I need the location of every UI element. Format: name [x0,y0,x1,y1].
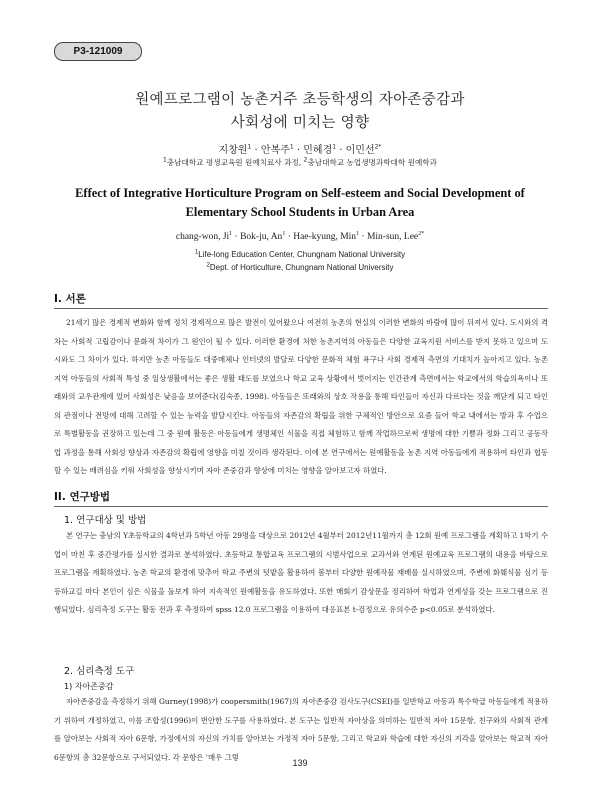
intro-paragraph: 21세기 많은 경제적 변화와 함께 정치 경제적으로 많은 발전이 있어왔으나 여전히 농촌의 현실의 이러한 변화의 바람에 많이 뒤져서 있다. 도시와의 격차는 사회적 고립감이나 문화적 차이가 그 원인이 될 수 있다. 이러한 환경에 처한 농촌지역의 아동들은 다양한 교육지원 서비스를 받지 못하고 있으며 도시와도 그 차이가 있다. 하지만 농촌 아동들도 대중매체나 인터넷의 발달로 다양한 문화적 체험 욕구나 사회 경제적 측면의 기대치가 높아지고 있다. 농촌지역 아동들의 사회적 특성 중 일상생활에서는 좋은 생활 태도를 보였으나 학교 교육 상황에서 벗어지는 인간관계 측면에서는 학교에서의 학습의욕이나 또래와의 교우관계에 있어 사회성은 낮음을 보여준다(김숙종, 1998). 아동들은 또래와의 상호 작용을 통해 타인들이 자신과 다르다는 것을 깨닫게 되고 타인의 관점이나 전망에 대해 고려할 수 있는 능력을 발달시킨다. 아동들의 자존감의 확립을 위한 구체적인 방안으로 요즘 들어 학교 내에서는 방과 후 수업으로 특별활동을 권장하고 있는데 그 중 원예 활동은 아동들에게 생명체인 식물을 직접 체험하고 함께 작업하므로써 생명에 대한 기쁨과 정화 그리고 공동작업 과정을 통해 사회성 향상과 자존감의 확립에 영향을 미칠 것이라 생각된다. 이에 본 연구에서는 원예활동을 농촌 지역 아동들에게 적용하여 타인과 협동할 수 있는 배려심을 키워 사회성을 향상시키며 자아 존중감과 향상에 미치는 영향을 알아보고자 하였다. [54,318,548,475]
english-title-line-1: Effect of Integrative Horticulture Program on Self-esteem and Social Development of [75,186,525,200]
paper-id-badge: P3-121009 [54,42,142,61]
author-name: chang-won, Ji [175,232,230,242]
subsection-heading-instruments: 2. 심리측정 도구 [64,666,135,677]
section-heading-methods: II. 연구방법 [54,491,111,503]
section-divider [54,308,548,309]
korean-title-line-2: 사회성에 미치는 영향 [230,115,370,131]
subsection-heading-subjects: 1. 연구대상 및 방법 [64,515,147,526]
korean-title-line-1: 원예프로그램이 농촌거주 초등학생의 자아존중감과 [135,92,465,108]
author-name: Bok-ju, An [240,232,283,242]
section-heading-intro: I. 서론 [54,293,86,305]
english-authors: chang-won, $Ji^1 \cdot Bok-ju$, $An^1$ · Hae-kyung, Min$^1$ · Min-sun, Lee$^{2*}$ [175,230,425,242]
english-affiliation-2: $^2$Dept. of Horticulture, Chungnam National University [206,262,394,272]
author-name: Min-sun, Lee [366,232,419,242]
page-number: 139 [292,758,308,768]
author-name: Hae-kyung, Min [293,232,357,242]
author-name: 민혜경 [303,145,333,156]
korean-affiliations: $^1$충남대학교 평생교육원 원예치료사 과정, $^2$충남대학교 농업생명과학대학 원예학과 [163,156,437,167]
instruments-paragraph: 자아존중감을 측정하기 위해 Gurney(1998)가 coopersmith(1967)의 자아존중감 검사도구(CSEI)를 일반학교 아동과 특수학급 아동들에게 적용하기 위하여 개정하였고, 이를 조합성(1996)이 번안한 도구를 사용하였다. 본 도구는 일반적 자아상을 의미하는 일반적 자아 15문항, 친구와의 사회적 관계를 알아보는 사회적 자아 6문항, 가정에서의 자신의 가치를 알아보는 가정적 자아 5문항, 그리고 학교와 학습에 대한 자신의 지각을 알아보는 학교적 자아 6문항의 총 32문항으로 구서되었다. 각 문항은 '매우 그렇 [54,697,548,762]
english-title-line-2: Elementary School Students in Urban Area [185,205,415,219]
subsubsection-heading-self-esteem: 1) 자아존중감 [64,682,114,691]
english-affiliation-1: $^1$Life-long Education Center, Chungnam National University [194,249,406,259]
korean-authors: 지창원$^1$ · 안복주$^1$ · 민혜경$^1$ · 이민선$^{2*}$ [218,143,382,156]
author-name: 안복주 [260,145,290,156]
author-name: 지창원 [218,145,248,156]
section-divider [54,506,548,507]
author-name: 이민선 [345,145,375,156]
methods-paragraph: 본 연구는 충남의 Y초등학교의 4학년과 5학년 아동 29명을 대상으로 2012년 4월부터 2012년11월까지 총 12회 원예 프로그램을 계획하고 1학기 수업이 마친 후 중간평가를 실시한 결과로 분석하였다. 초등학교 통합교육 프로그램의 시범사업으로 교과서와 연계된 원예교육 프로그램의 내용을 바탕으로 프로그램을 계획하였다. 농촌 학교의 환경에 맞추어 학교 주변의 텃밭을 활용하여 봄부터 다양한 원예작물 재배를 실시하였으며, 주변에 화훼식물 심기 등 등하교길 마다 본인이 심은 식물을 돌보게 하여 지속적인 원예활동을 유도하였다. 또한 매회기 감상문을 정리하여 학업과 연계성을 갖는 프로그램으로 진행되었다. 심리측정 도구는 활동 전과 후 측정하여 spss 12.0 프로그램을 이용하여 대응표본 t-검정으로 유의수준 p<0.05로 분석하였다. [54,531,548,614]
